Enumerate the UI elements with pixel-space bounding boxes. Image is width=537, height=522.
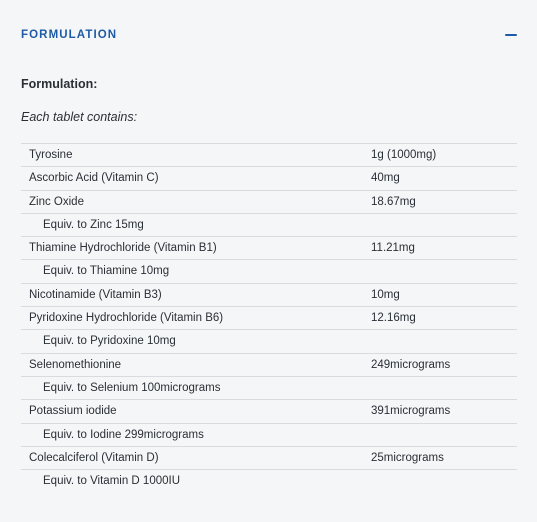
ingredient-amount: 10mg <box>371 288 400 301</box>
ingredient-name: Potassium iodide <box>29 405 117 418</box>
ingredient-name: Equiv. to Iodine 299micrograms <box>43 428 204 441</box>
ingredient-row <box>21 144 517 167</box>
ingredient-name: Equiv. to Zinc 15mg <box>43 218 144 231</box>
ingredient-amount: 391micrograms <box>371 405 451 418</box>
ingredient-name: Equiv. to Pyridoxine 10mg <box>43 335 176 348</box>
ingredient-row <box>21 284 517 307</box>
ingredient-row <box>21 167 517 190</box>
ingredient-name: Tyrosine <box>29 149 73 161</box>
formulation-accordion-header[interactable] <box>0 0 537 70</box>
ingredient-name: Pyridoxine Hydrochloride (Vitamin B6) <box>29 312 224 325</box>
ingredient-name: Colecalciferol (Vitamin D) <box>29 451 159 464</box>
ingredient-row <box>21 307 517 330</box>
ingredient-name: Equiv. to Thiamine 10mg <box>43 265 170 278</box>
ingredient-row <box>21 400 517 423</box>
ingredient-amount: 11.21mg <box>371 242 415 255</box>
ingredient-name: Nicotinamide (Vitamin B3) <box>29 288 162 301</box>
minus-icon[interactable] <box>505 34 517 36</box>
ingredient-amount: 25micrograms <box>371 451 444 464</box>
ingredient-amount: 249micrograms <box>371 358 451 371</box>
ingredient-row <box>21 447 517 470</box>
ingredient-amount: 18.67mg <box>371 195 416 208</box>
ingredients-table <box>21 143 517 493</box>
ingredient-name: Thiamine Hydrochloride (Vitamin B1) <box>29 242 217 255</box>
ingredient-equivalent-row <box>21 260 517 283</box>
ingredient-amount: 12.16mg <box>371 312 416 325</box>
ingredient-amount: 1g (1000mg) <box>371 149 437 161</box>
ingredient-name: Selenomethionine <box>29 358 122 371</box>
ingredient-row <box>21 191 517 214</box>
ingredient-row <box>21 354 517 377</box>
ingredient-row <box>21 237 517 260</box>
ingredient-equivalent-row <box>21 214 517 237</box>
ingredient-name: Equiv. to Vitamin D 1000IU <box>43 475 181 488</box>
ingredient-name: Ascorbic Acid (Vitamin C) <box>29 172 159 185</box>
accordion-title: FORMULATION <box>21 29 118 41</box>
ingredient-equivalent-row <box>21 377 517 400</box>
ingredient-equivalent-row <box>21 330 517 353</box>
ingredient-amount: 40mg <box>371 172 400 185</box>
ingredient-name: Zinc Oxide <box>29 195 84 208</box>
ingredient-equivalent-row <box>21 424 517 447</box>
ingredient-equivalent-row <box>21 470 517 493</box>
tablet-contents-subtitle: Each tablet contains: <box>21 110 138 124</box>
ingredient-name: Equiv. to Selenium 100micrograms <box>43 381 221 394</box>
formulation-label: Formulation: <box>21 77 98 91</box>
